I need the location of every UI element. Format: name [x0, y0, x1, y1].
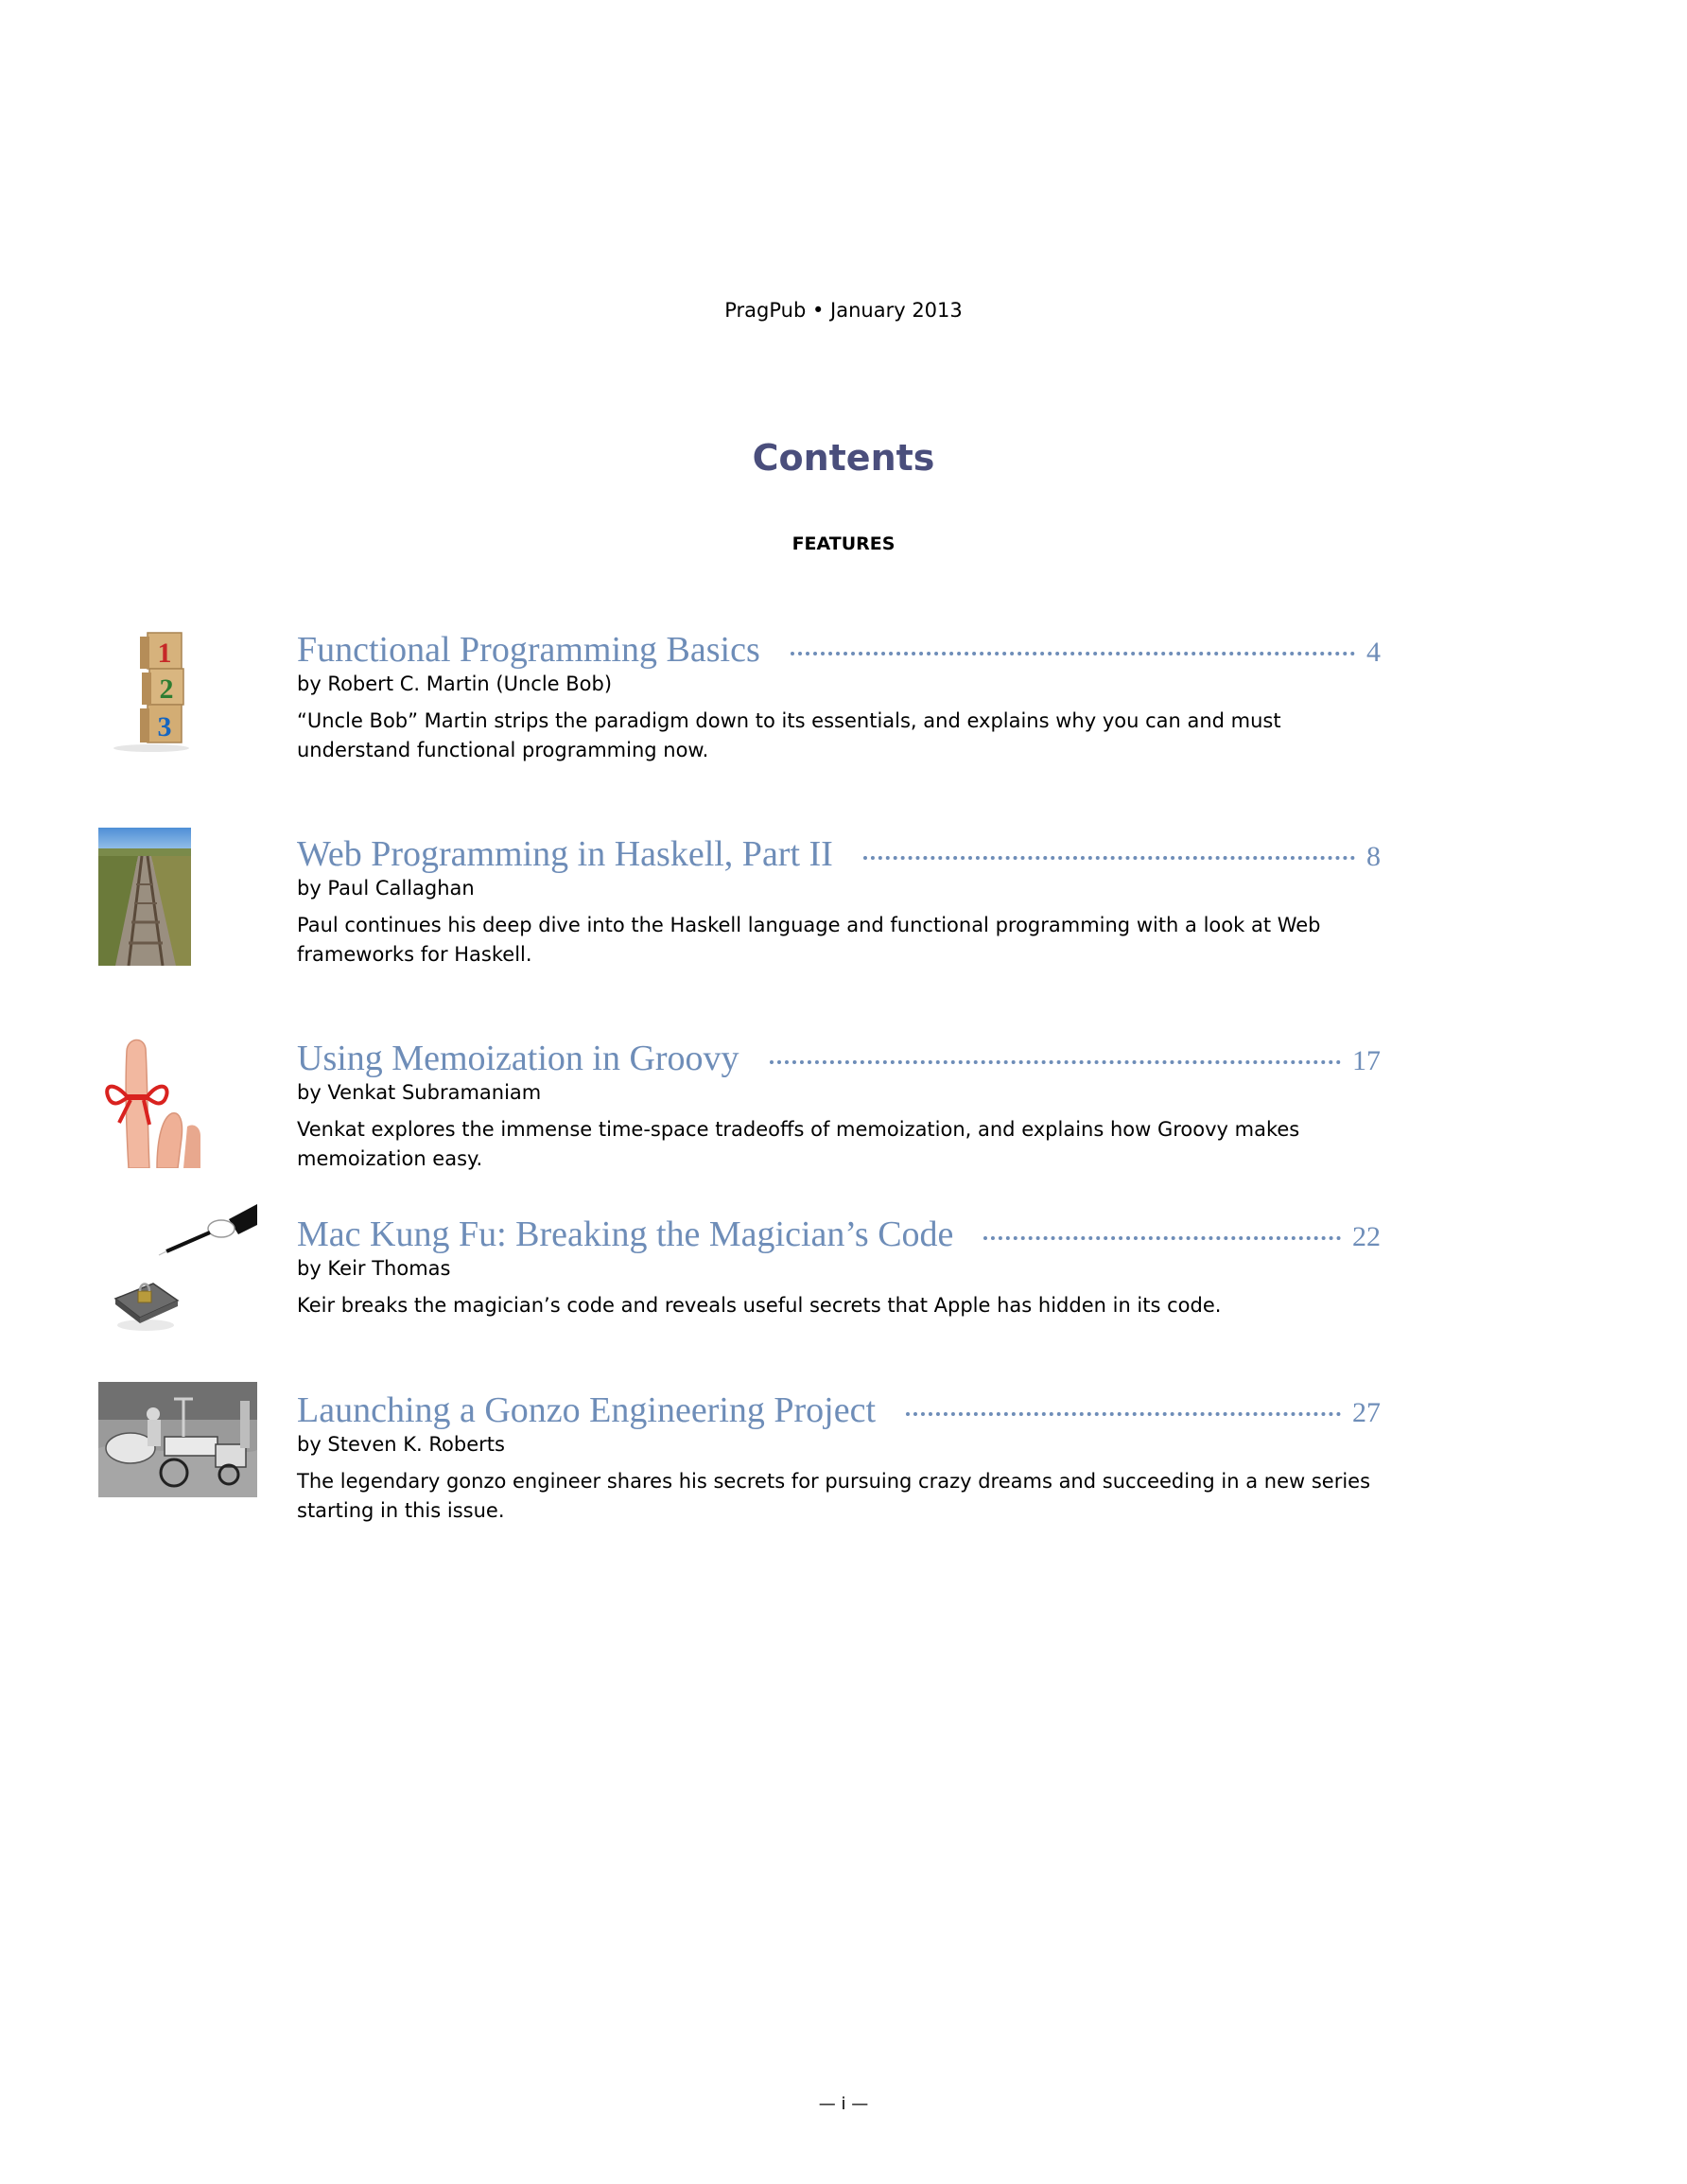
page-footer-marker: — i —	[818, 2094, 869, 2114]
block-digit-three: 3	[157, 711, 172, 743]
article-description: “Uncle Bob” Martin strips the paradigm down to its essentials, and explains why you can and must understand functional programming now.	[297, 709, 1281, 761]
page-number-link[interactable]: 17	[1352, 1045, 1381, 1076]
gonzo-photo-image	[98, 1382, 257, 1497]
magician-image	[106, 1204, 257, 1337]
gonzo-bicycle-thumbnail	[98, 1382, 257, 1497]
article-title-link[interactable]: Functional Programming Basics	[297, 630, 760, 670]
railway-image	[98, 828, 191, 966]
finger-image	[102, 1032, 206, 1168]
article-description: Keir breaks the magician’s code and reveals useful secrets that Apple has hidden in its code.	[297, 1294, 1222, 1317]
page-number-link[interactable]: 22	[1352, 1221, 1381, 1252]
article-byline: by Paul Callaghan	[297, 877, 475, 900]
blocks-image	[102, 631, 197, 754]
railway-tracks-thumbnail	[98, 828, 191, 966]
article-byline: by Steven K. Roberts	[297, 1433, 505, 1456]
page-number-link[interactable]: 4	[1366, 637, 1381, 668]
article-byline: by Keir Thomas	[297, 1257, 451, 1280]
block-digit-two: 2	[159, 673, 174, 705]
dot-leader	[906, 1412, 1341, 1416]
dot-leader	[770, 1060, 1341, 1064]
magic-wand-thumbnail	[106, 1204, 257, 1337]
article-description: Venkat explores the immense time-space tradeoffs of memoization, and explains how Groovy makes memoization easy.	[297, 1118, 1300, 1170]
article-title-link[interactable]: Web Programming in Haskell, Part II	[297, 834, 833, 874]
page-title: Contents	[752, 437, 935, 479]
publication-header: PragPub • January 2013	[724, 299, 963, 322]
article-byline: by Robert C. Martin (Uncle Bob)	[297, 673, 613, 695]
page-number-link[interactable]: 8	[1366, 841, 1381, 872]
dot-leader	[791, 652, 1355, 655]
article-title-link[interactable]: Using Memoization in Groovy	[297, 1039, 739, 1078]
page-number-link[interactable]: 27	[1352, 1397, 1381, 1428]
article-byline: by Venkat Subramaniam	[297, 1081, 542, 1104]
string-on-finger-thumbnail	[102, 1032, 206, 1168]
dot-leader	[983, 1236, 1341, 1240]
wooden-blocks-thumbnail	[102, 631, 197, 754]
block-digit-one: 1	[157, 638, 172, 669]
article-description: Paul continues his deep dive into the Haskell language and functional programming with a look at Web frameworks for Haskell.	[297, 914, 1321, 966]
article-title-link[interactable]: Launching a Gonzo Engineering Project	[297, 1390, 877, 1430]
article-title-link[interactable]: Mac Kung Fu: Breaking the Magician’s Code	[297, 1214, 954, 1254]
section-label-features: FEATURES	[791, 533, 896, 554]
dot-leader	[863, 856, 1355, 860]
article-description: The legendary gonzo engineer shares his secrets for pursuing crazy dreams and succeeding in a new series starting in this issue.	[297, 1470, 1371, 1522]
